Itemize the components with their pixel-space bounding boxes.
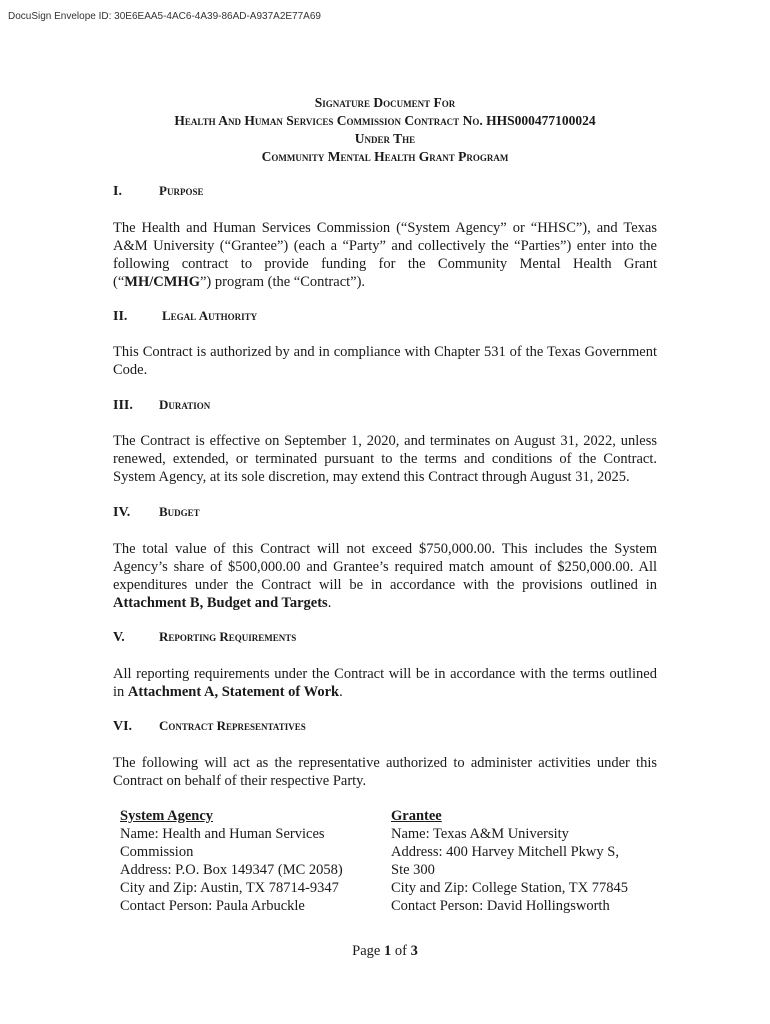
- document-title: [0, 94, 770, 166]
- page-current: 1: [383, 943, 392, 959]
- grantee-address: Address: 400 Harvey Mitchell Pkwy S,: [391, 844, 619, 860]
- text-run: ”) program (the “Contract”).: [199, 274, 366, 290]
- grantee-city-zip: City and Zip: College Station, TX 77845: [391, 880, 628, 896]
- page-number: [0, 943, 770, 960]
- grantee-block: [391, 807, 628, 915]
- text-run: The total value of this Contract will not exceed $750,000.00. This includes the System Agency’s share of $500,000.00 and Grantee’s required match amount of $250,000.00. All expenditures under the Contract will be in accordance with the provisions outlined in: [113, 541, 657, 593]
- section-text-reporting: [113, 665, 657, 701]
- section-heading-purpose: [113, 183, 203, 200]
- section-title: Reporting Requirements: [159, 629, 297, 644]
- section-title: Budget: [159, 504, 200, 519]
- text-run-bold: MH/CMHG: [124, 274, 200, 290]
- title-line-1: Signature Document For: [314, 95, 456, 110]
- system-agency-block: [120, 807, 343, 915]
- text-run: All reporting requirements under the Contract will be in accordance with the terms outlined in: [113, 666, 657, 700]
- system-agency-header: System Agency: [120, 808, 214, 824]
- section-title: Contract Representatives: [159, 718, 306, 733]
- section-title: Purpose: [159, 183, 204, 198]
- envelope-id: DocuSign Envelope ID: 30E6EAA5-4AC6-4A39-86AD-A937A2E77A69: [8, 11, 321, 22]
- section-title: Duration: [159, 397, 211, 412]
- section-text-duration: The Contract is effective on September 1, 2020, and terminates on August 31, 2022, unless renewed, extended, or terminated pursuant to the terms and conditions of the Contract. System Agency, at its sole discretion, may extend this Contract through August 31, 2025.: [113, 433, 657, 485]
- system-agency-address: Address: P.O. Box 149347 (MC 2058): [120, 862, 343, 878]
- system-agency-contact: Contact Person: Paula Arbuckle: [120, 898, 305, 914]
- system-agency-name: Name: Health and Human Services: [120, 826, 325, 842]
- title-line-4: Community Mental Health Grant Program: [261, 149, 509, 164]
- title-line-3: Under The: [354, 131, 416, 146]
- grantee-address-cont: Ste 300: [391, 862, 435, 878]
- section-number: VI.: [113, 719, 133, 734]
- section-title: Legal Authority: [162, 308, 258, 323]
- section-heading-legal: [113, 308, 257, 325]
- section-number: III.: [113, 398, 133, 413]
- grantee-contact: Contact Person: David Hollingsworth: [391, 898, 610, 914]
- page-prefix: Page: [352, 943, 384, 959]
- text-run: .: [327, 595, 332, 611]
- page-total: 3: [410, 943, 418, 959]
- title-line-2: Health And Human Services Commission Contract No. HHS000477100024: [174, 113, 596, 128]
- section-number: I.: [113, 184, 122, 199]
- text-run-bold: Attachment B, Budget and Targets: [113, 595, 328, 611]
- section-number: V.: [113, 630, 125, 645]
- section-text-legal: This Contract is authorized by and in compliance with Chapter 531 of the Texas Government Code.: [113, 344, 657, 378]
- text-run: The Health and Human Services Commission (“System Agency” or “HHSC”), and Texas A&M University (“Grantee”) (each a “Party” and collectively the “Parties”) enter into the following contract to provide funding for the Community Mental Health Grant (“: [113, 220, 657, 290]
- section-number: II.: [113, 309, 128, 324]
- page-of: of: [391, 943, 411, 959]
- section-heading-representatives: [113, 718, 306, 735]
- section-text-purpose: [113, 219, 657, 291]
- grantee-name: Name: Texas A&M University: [391, 826, 569, 842]
- text-run-bold: Attachment A, Statement of Work: [127, 684, 340, 700]
- text-run: .: [339, 684, 343, 700]
- system-agency-city-zip: City and Zip: Austin, TX 78714-9347: [120, 880, 339, 896]
- section-number: IV.: [113, 505, 131, 520]
- section-heading-budget: [113, 504, 200, 521]
- section-heading-duration: [113, 397, 210, 414]
- grantee-header: Grantee: [391, 808, 442, 824]
- section-text-budget: [113, 540, 657, 612]
- section-text-representatives: The following will act as the representative authorized to administer activities under this Contract on behalf of their respective Party.: [113, 755, 657, 789]
- system-agency-name-cont: Commission: [120, 844, 194, 860]
- section-heading-reporting: [113, 629, 296, 646]
